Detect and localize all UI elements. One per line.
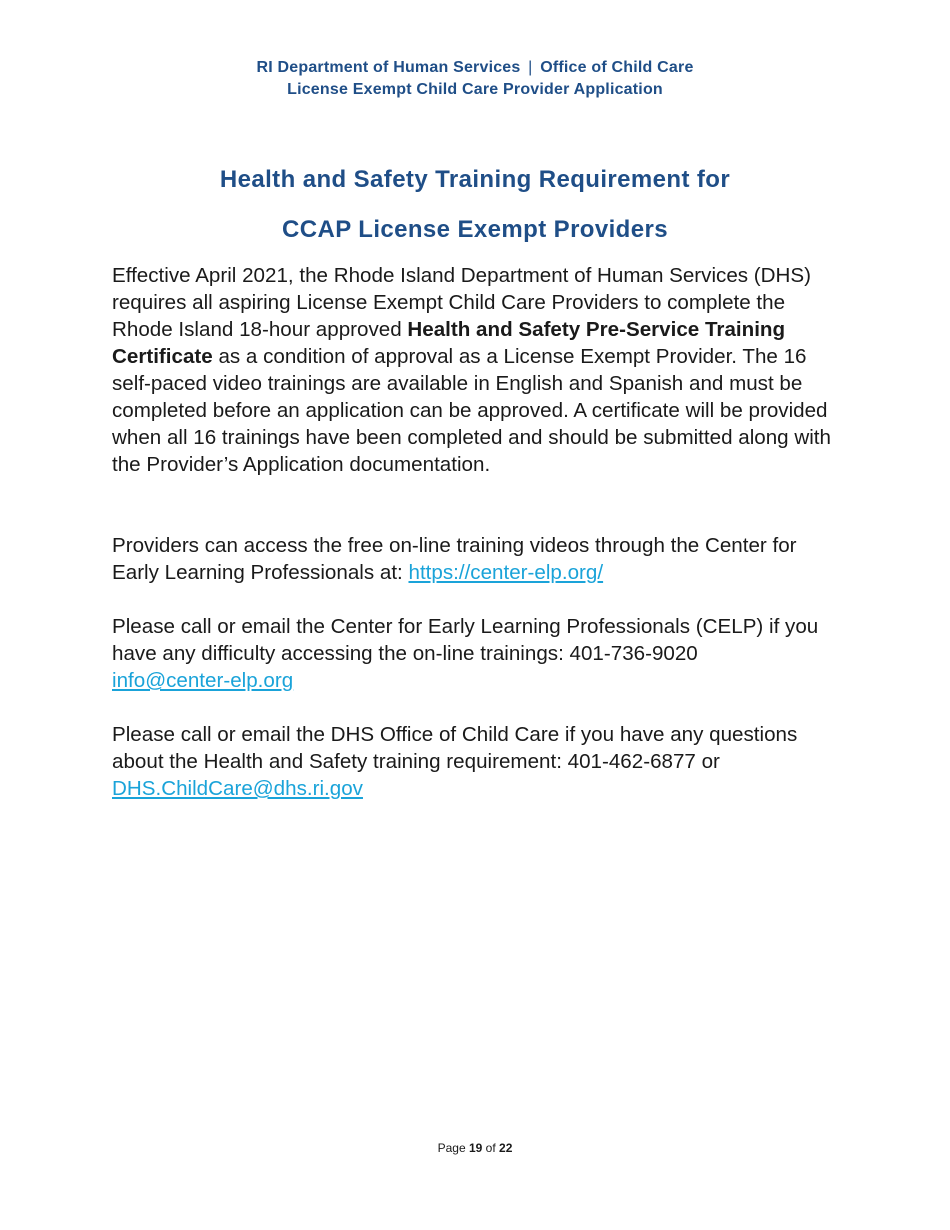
paragraph-access bbox=[112, 532, 842, 586]
celp-email-link[interactable]: info@center-elp.org bbox=[112, 669, 294, 692]
paragraph-requirement-details: as a condition of approval as a License Exempt Provider. The 16 self-paced video trainings are available in English and Spanish and must be completed before an application can be approved. A certificate will be provided when all 16 trainings have been completed and should be submitted along with the Provider’s Application documentation. bbox=[112, 345, 831, 476]
header-separator: | bbox=[528, 59, 533, 76]
celp-website-link[interactable]: https://center-elp.org/ bbox=[408, 561, 604, 584]
paragraph-dhs-contact-text: Please call or email the DHS Office of Child Care if you have any questions about the Health and Safety training requirement: 401-462-6877 or bbox=[112, 723, 798, 773]
header-line-1 bbox=[0, 57, 950, 79]
page-footer bbox=[0, 1141, 950, 1155]
page-header bbox=[0, 57, 950, 101]
current-page-number: 19 bbox=[468, 1141, 483, 1155]
header-department: RI Department of Human Services bbox=[256, 59, 521, 76]
paragraph-celp-contact bbox=[112, 613, 842, 694]
certificate-name: Health and Safety Pre-Service Training Certificate bbox=[112, 318, 786, 368]
paragraph-requirement bbox=[112, 262, 842, 478]
dhs-email-link[interactable]: DHS.ChildCare@dhs.ri.gov bbox=[112, 777, 363, 800]
total-page-count: 22 bbox=[499, 1141, 513, 1155]
paragraph-access-text: Providers can access the free on-line training videos through the Center for Early Learning Professionals at: bbox=[112, 534, 797, 584]
header-office: Office of Child Care bbox=[540, 59, 694, 76]
header-line-2: License Exempt Child Care Provider Application bbox=[287, 81, 663, 98]
paragraph-celp-contact-text: Please call or email the Center for Early Learning Professionals (CELP) if you have any difficulty accessing the on-line trainings: 401-736-9020 bbox=[112, 615, 819, 665]
page-label: Page bbox=[437, 1141, 466, 1155]
page-title-line-1: Health and Safety Training Requirement for bbox=[219, 166, 731, 193]
paragraph-dhs-contact bbox=[112, 721, 842, 802]
page-title-line-2: CCAP License Exempt Providers bbox=[282, 216, 668, 243]
paragraph-requirement-intro: Effective April 2021, the Rhode Island Department of Human Services (DHS) requires all aspiring License Exempt Child Care Providers to complete the Rhode Island 18-hour approved bbox=[112, 264, 812, 341]
of-label: of bbox=[485, 1141, 496, 1155]
